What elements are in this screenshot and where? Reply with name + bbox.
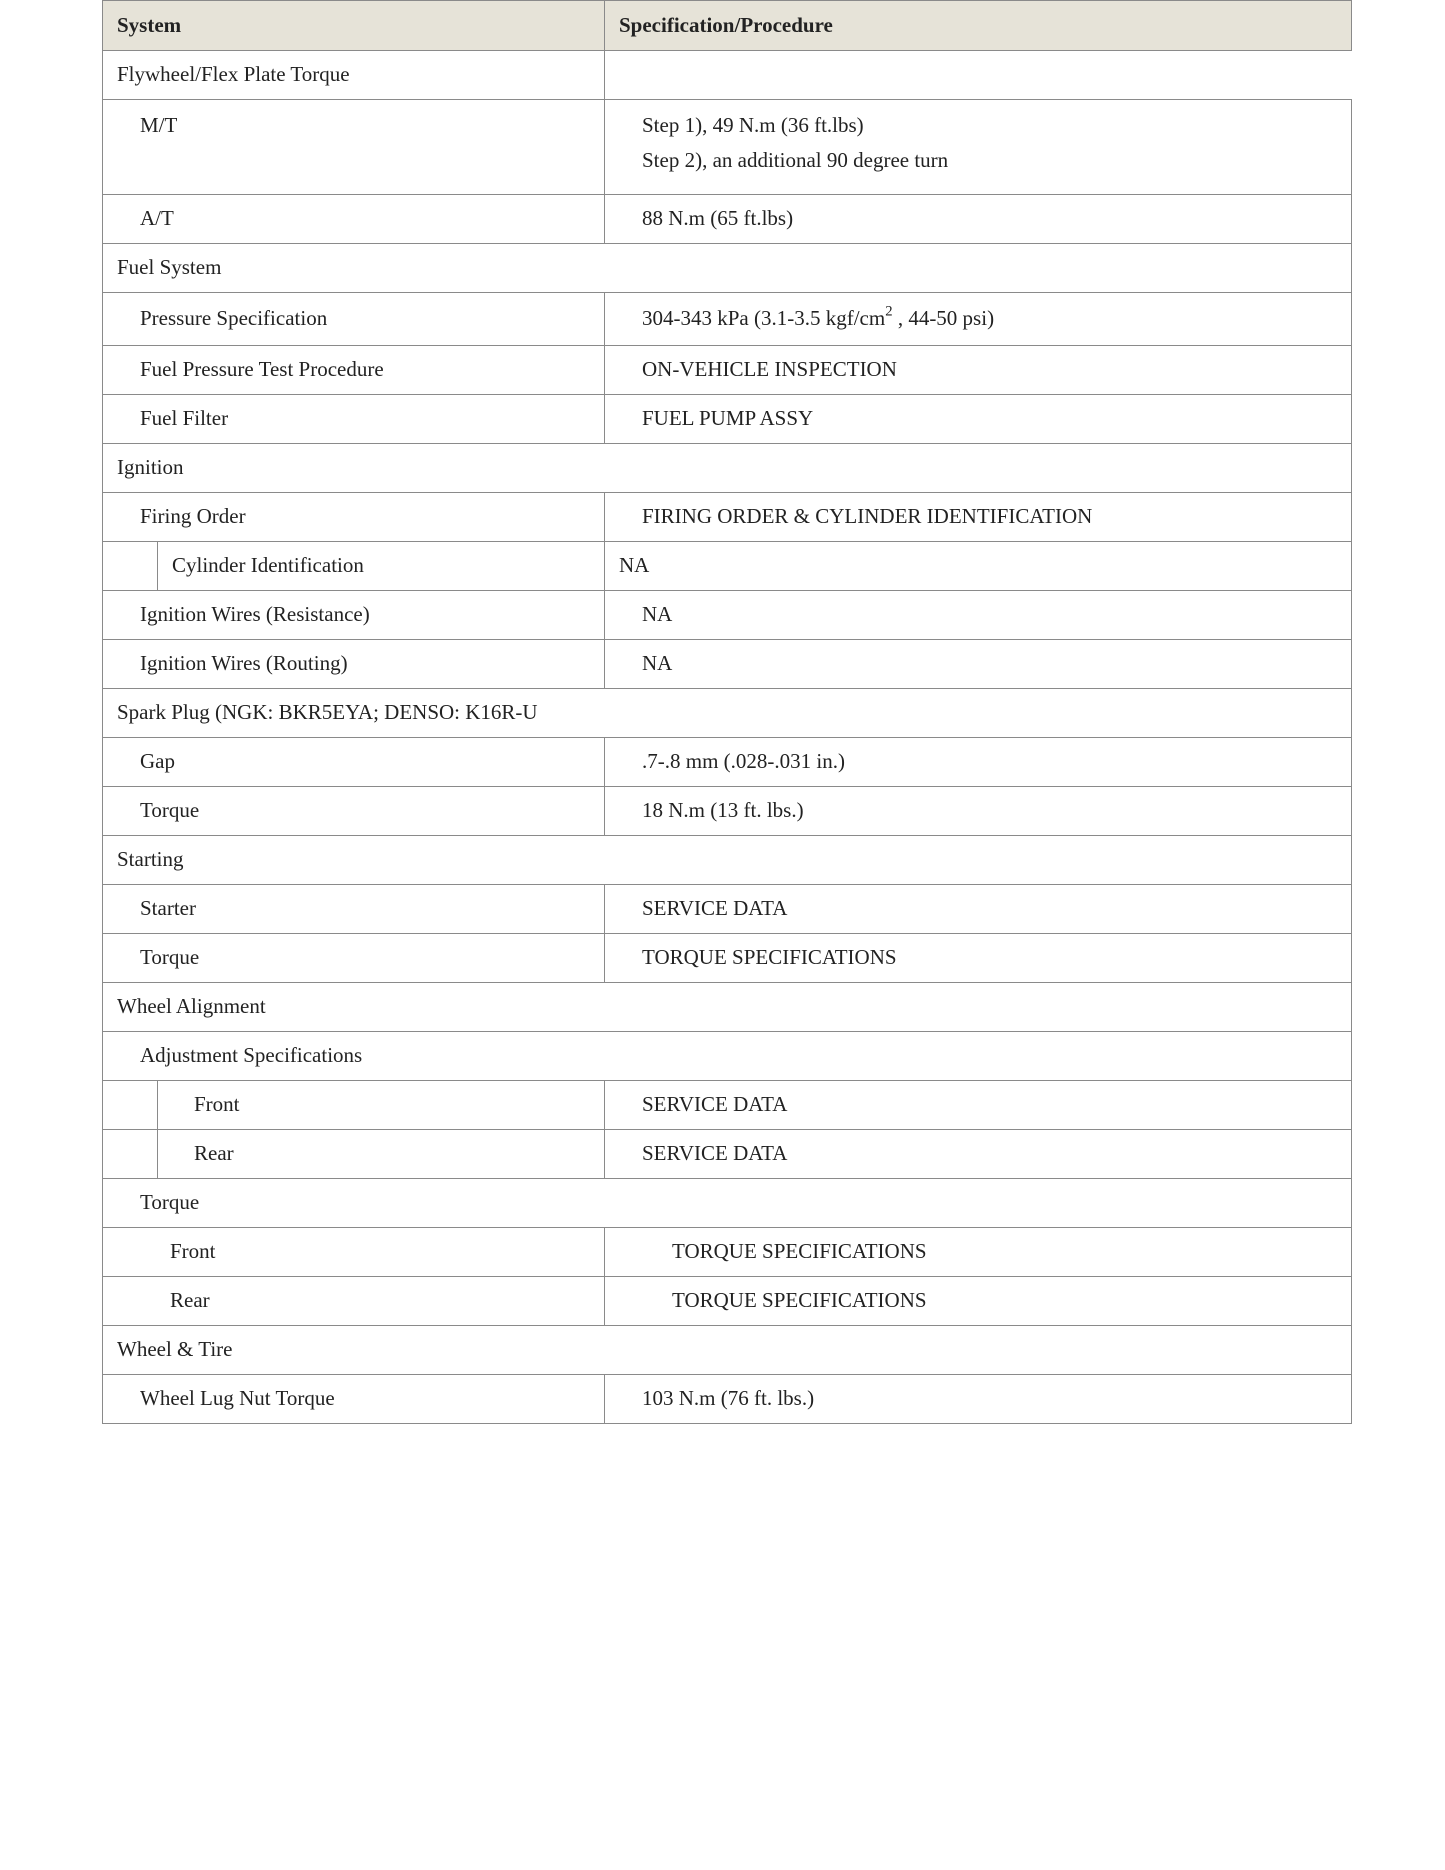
indent-divider: [103, 1081, 158, 1129]
header-system: System: [103, 1, 605, 51]
row-label-cylinder-id: Cylinder Identification: [172, 553, 364, 578]
section-ignition: Ignition: [103, 444, 1352, 493]
row-label-adj-rear: Rear: [194, 1141, 234, 1166]
row-label-adj-front-cell: [103, 1081, 605, 1130]
section-flywheel: Flywheel/Flex Plate Torque: [103, 51, 605, 100]
table-row: [103, 787, 1352, 836]
pressure-superscript: 2: [885, 303, 893, 320]
row-spec-firing-order: FIRING ORDER & CYLINDER IDENTIFICATION: [605, 493, 1352, 542]
table-row: [103, 1277, 1352, 1326]
row-label-fuel-pressure-test: Fuel Pressure Test Procedure: [103, 346, 605, 395]
row-label-at: A/T: [103, 195, 605, 244]
section-wheel-tire: Wheel & Tire: [103, 1326, 1352, 1375]
indent-divider: [103, 1130, 158, 1178]
table-row: [103, 591, 1352, 640]
row-label-cylinder-id-cell: [103, 542, 605, 591]
row-spec-adj-rear: SERVICE DATA: [605, 1130, 1352, 1179]
row-label-pressure-spec: Pressure Specification: [103, 293, 605, 346]
table-row: [103, 689, 1352, 738]
table-row: [103, 738, 1352, 787]
table-row: [103, 244, 1352, 293]
row-label-starting-torque: Torque: [103, 934, 605, 983]
subsection-align-torque: Torque: [103, 1179, 1352, 1228]
row-spec-cylinder-id: NA: [605, 542, 1352, 591]
row-spec-gap: .7-.8 mm (.028-.031 in.): [605, 738, 1352, 787]
row-spec-align-torque-front: TORQUE SPECIFICATIONS: [605, 1228, 1352, 1277]
table-row: [103, 983, 1352, 1032]
table-row: [103, 542, 1352, 591]
table-row: [103, 1228, 1352, 1277]
row-spec-starting-torque: TORQUE SPECIFICATIONS: [605, 934, 1352, 983]
table-row: [103, 395, 1352, 444]
row-spec-wires-routing: NA: [605, 640, 1352, 689]
row-spec-plug-torque: 18 N.m (13 ft. lbs.): [605, 787, 1352, 836]
table-row: [103, 1032, 1352, 1081]
pressure-value-a: 304-343 kPa (3.1-3.5 kgf/cm: [642, 306, 886, 331]
section-fuel-system: Fuel System: [103, 244, 1352, 293]
row-label-lug-nut: Wheel Lug Nut Torque: [103, 1375, 605, 1424]
header-spec: Specification/Procedure: [605, 1, 1352, 51]
table-row: [103, 836, 1352, 885]
table-row: [103, 493, 1352, 542]
row-label-align-torque-rear: Rear: [103, 1277, 605, 1326]
table-row: [103, 100, 1352, 195]
row-spec-wires-resistance: NA: [605, 591, 1352, 640]
table-row: [103, 1179, 1352, 1228]
row-label-plug-torque: Torque: [103, 787, 605, 836]
row-label-starter: Starter: [103, 885, 605, 934]
pressure-value-b: , 44-50 psi): [892, 306, 995, 331]
table-row: [103, 1081, 1352, 1130]
row-label-adj-front: Front: [194, 1092, 240, 1117]
table-row: [103, 346, 1352, 395]
row-spec-adj-front: SERVICE DATA: [605, 1081, 1352, 1130]
row-label-fuel-filter: Fuel Filter: [103, 395, 605, 444]
row-spec-fuel-pressure-test: ON-VEHICLE INSPECTION: [605, 346, 1352, 395]
header-row: [103, 1, 1352, 51]
row-spec-mt: [605, 100, 1352, 195]
table-row: [103, 1375, 1352, 1424]
row-label-wires-resistance: Ignition Wires (Resistance): [103, 591, 605, 640]
row-spec-lug-nut: 103 N.m (76 ft. lbs.): [605, 1375, 1352, 1424]
spec-table: [102, 0, 1352, 1424]
row-spec-align-torque-rear: TORQUE SPECIFICATIONS: [605, 1277, 1352, 1326]
empty-cell: [605, 51, 1352, 100]
row-label-align-torque-front: Front: [103, 1228, 605, 1277]
row-label-adj-rear-cell: [103, 1130, 605, 1179]
table-row: [103, 444, 1352, 493]
section-starting: Starting: [103, 836, 1352, 885]
mt-step1: Step 1), 49 N.m (36 ft.lbs): [642, 113, 864, 137]
table-row: [103, 640, 1352, 689]
indent-divider: [103, 542, 158, 590]
row-spec-starter: SERVICE DATA: [605, 885, 1352, 934]
table-row: [103, 934, 1352, 983]
row-label-gap: Gap: [103, 738, 605, 787]
row-label-firing-order: Firing Order: [103, 493, 605, 542]
table-header: [103, 1, 1352, 51]
table-row: [103, 51, 1352, 100]
table-row: [103, 293, 1352, 346]
row-spec-pressure: [605, 293, 1352, 346]
table-row: [103, 1326, 1352, 1375]
row-label-mt: M/T: [103, 100, 605, 195]
table-row: [103, 885, 1352, 934]
row-spec-at: 88 N.m (65 ft.lbs): [605, 195, 1352, 244]
section-spark-plug: Spark Plug (NGK: BKR5EYA; DENSO: K16R-U: [103, 689, 1352, 738]
subsection-adjustment-specs: Adjustment Specifications: [103, 1032, 1352, 1081]
table-row: [103, 1130, 1352, 1179]
section-wheel-alignment: Wheel Alignment: [103, 983, 1352, 1032]
mt-step2: Step 2), an additional 90 degree turn: [642, 148, 949, 173]
row-spec-fuel-filter: FUEL PUMP ASSY: [605, 395, 1352, 444]
table-body: [103, 51, 1352, 1424]
row-label-wires-routing: Ignition Wires (Routing): [103, 640, 605, 689]
table-row: [103, 195, 1352, 244]
